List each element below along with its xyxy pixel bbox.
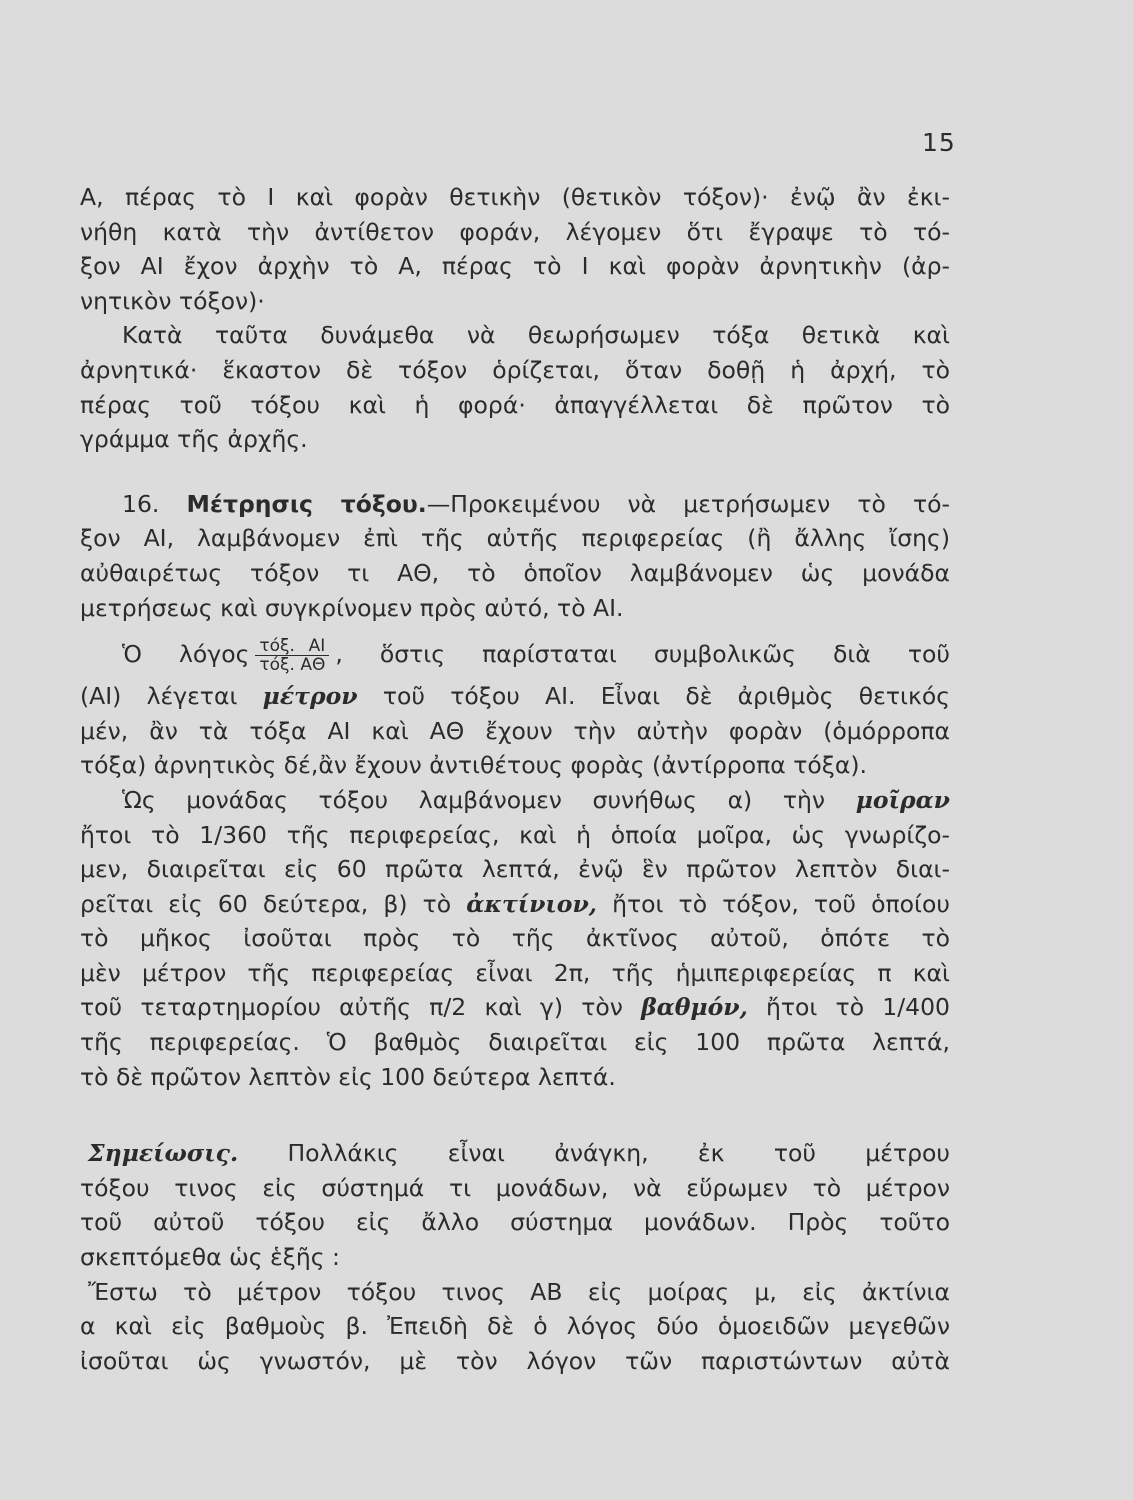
body-text (80, 180, 950, 1378)
text-fragment: ἤτοι τὸ 1/400 (766, 993, 951, 1022)
text-fragment: (ΑΙ) λέγεται (80, 682, 238, 711)
text-line: τὸ μῆκος ἰσοῦται πρὸς τὸ τῆς ἀκτῖνος αὐτοῦ, ὁπότε τὸ (80, 924, 950, 953)
text-fragment: τοῦ τόξου ΑΙ. Εἶναι δὲ ἀριθμὸς θετικός (382, 682, 950, 711)
text-line: νήθη κατὰ τὴν ἀντίθετον φοράν, λέγομεν ὅτι ἔγραψε τὸ τό- (80, 217, 950, 246)
text-line: τοῦ αὐτοῦ τόξου εἰς ἄλλο σύστημα μονάδων. Πρὸς τοῦτο (80, 1208, 950, 1237)
text-line: πέρας τοῦ τόξου καὶ ἡ φορά· ἀπαγγέλλεται δὲ πρῶτον τὸ (80, 390, 950, 419)
text-line: σκεπτόμεθα ὡς ἑξῆς : (80, 1243, 340, 1272)
text-line: τόξα) ἀρνητικὸς δέ,ἂν ἔχουν ἀντιθέτους φορὰς (ἀντίρροπα τόξα). (80, 751, 867, 780)
text-line: τὸ δὲ πρῶτον λεπτὸν εἰς 100 δεύτερα λεπτά. (80, 1062, 616, 1091)
section-heading-line (80, 487, 950, 522)
text-line: Α, πέρας τὸ Ι καὶ φορὰν θετικὴν (θετικὸν τόξον)· ἐνῷ ἂν ἐκι- (80, 183, 950, 211)
ratio-suffix: , ὅστις παρίσταται συμβολικῶς διὰ τοῦ (335, 640, 950, 669)
text-line: α καὶ εἰς βαθμοὺς β. Ἐπειδὴ δὲ ὁ λόγος δύο ὁμοειδῶν μεγεθῶν (80, 1312, 950, 1341)
text-line: ἰσοῦται ὡς γνωστόν, μὲ τὸν λόγον τῶν παριστώντων αὐτὰ (80, 1346, 950, 1375)
text-line: μέν, ἂν τὰ τόξα ΑΙ καὶ ΑΘ ἔχουν τὴν αὐτὴν φορὰν (ὁμόρροπα (80, 716, 950, 745)
ratio-numerator: τόξ. ΑΙ (255, 637, 329, 656)
text-fragment: τοῦ τεταρτημορίου αὐτῆς π/2 καὶ γ) τὸν (80, 993, 623, 1022)
text-line: Κατὰ ταῦτα δυνάμεθα νὰ θεωρήσωμεν τόξα θετικὰ καὶ (122, 321, 950, 350)
text-line: ξον ΑΙ ἔχον ἀρχὴν τὸ Α, πέρας τὸ Ι καὶ φορὰν ἀρνητικὴν (ἀρ- (80, 252, 950, 281)
text-line (80, 1136, 950, 1171)
ratio-line (80, 629, 950, 679)
text-fragment: ἤτοι τὸ τόξον, τοῦ ὁποίου (612, 889, 950, 918)
text-line: γράμμα τῆς ἀρχῆς. (80, 425, 308, 454)
text-line: ξον ΑΙ, λαμβάνομεν ἐπὶ τῆς αὐτῆς περιφερείας (ἢ ἄλλης ἴσης) (80, 524, 950, 553)
text-fragment: Πολλάκις εἶναι ἀνάγκη, ἐκ τοῦ μέτρου (287, 1139, 950, 1168)
text-line: μὲν μέτρον τῆς περιφερείας εἶναι 2π, τῆς ἡμιπεριφερείας π καὶ (80, 958, 950, 987)
text-line (80, 990, 950, 1025)
term-moira: μοῖραν (855, 785, 950, 814)
text-line: Ἔστω τὸ μέτρον τόξου τινος ΑΒ εἰς μοίρας μ, εἰς ἀκτίνια (88, 1277, 950, 1306)
text-line: τόξου τινος εἰς σύστημά τι μονάδων, νὰ εὕρωμεν τὸ μέτρον (80, 1173, 950, 1202)
note-label: Σημείωσις. (88, 1139, 239, 1168)
text-line: μετρήσεως καὶ συγκρίνομεν πρὸς αὐτό, τὸ ΑΙ. (80, 593, 624, 622)
text-line: ἀρνητικά· ἕκαστον δὲ τόξον ὁρίζεται, ὅταν δοθῇ ἡ ἀρχή, τὸ (80, 355, 950, 384)
section-number: 16. (122, 489, 160, 518)
text-line: αὐθαιρέτως τόξον τι ΑΘ, τὸ ὁποῖον λαμβάνομεν ὡς μονάδα (80, 558, 950, 587)
term-vathmos: βαθμόν, (641, 993, 748, 1022)
text-line: ἤτοι τὸ 1/360 τῆς περιφερείας, καὶ ἡ ὁποία μοῖρα, ὡς γνωρίζο- (80, 820, 950, 849)
note-section (80, 1136, 950, 1378)
text-line: μεν, διαιρεῖται εἰς 60 πρῶτα λεπτά, ἐνῷ ἓν πρῶτον λεπτὸν διαι- (80, 855, 950, 884)
term-metron: μέτρον (262, 682, 358, 711)
text-fragment: Ὡς μονάδας τόξου λαμβάνομεν συνήθως α) τὴν (122, 785, 826, 814)
text-line: νητικὸν τόξον)· (80, 286, 265, 315)
ratio-denominator: τόξ. ΑΘ (259, 655, 326, 676)
text-line: τῆς περιφερείας. Ὁ βαθμὸς διαιρεῖται εἰς 100 πρῶτα λεπτά, (80, 1028, 950, 1057)
term-aktinion: ἀκτίνιον, (466, 889, 597, 918)
section-title: Μέτρησις τόξου. (186, 489, 427, 518)
ratio-prefix: Ὁ λόγος (122, 640, 250, 669)
text-line (80, 679, 950, 714)
page-number: 15 (922, 128, 956, 157)
section-16 (80, 487, 950, 1095)
section-lead: —Προκειμένου νὰ μετρήσωμεν τὸ τό- (426, 489, 950, 518)
text-line (80, 783, 950, 818)
text-fragment: ρεῖται εἰς 60 δεύτερα, β) τὸ (80, 889, 452, 918)
text-line (80, 887, 950, 922)
ratio-fraction (255, 637, 329, 674)
